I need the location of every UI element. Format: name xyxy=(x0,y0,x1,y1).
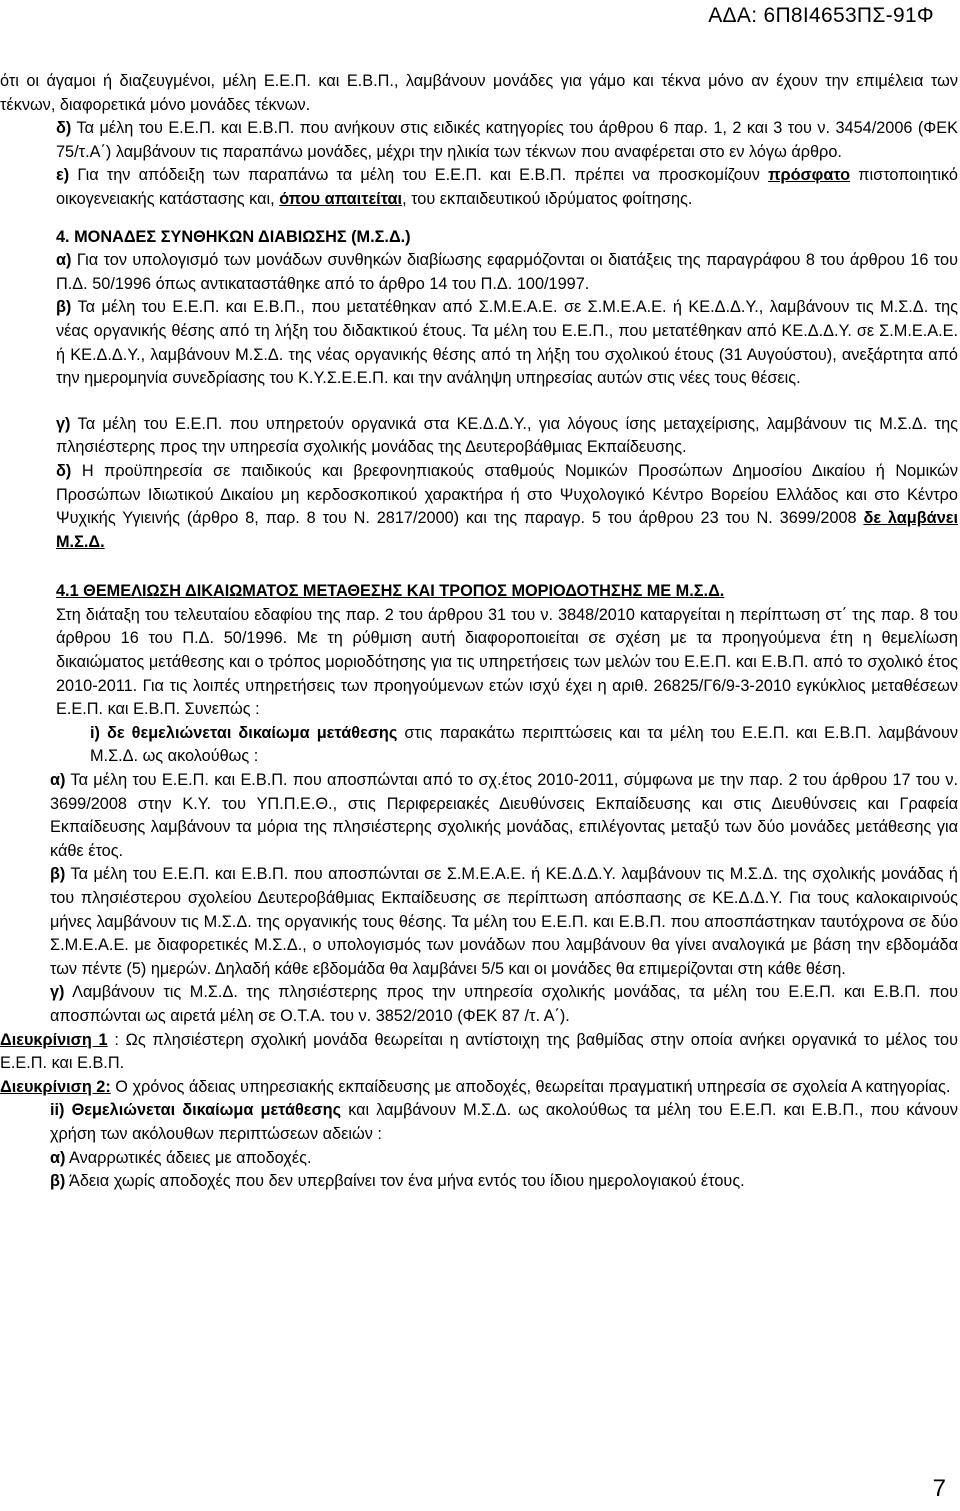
paragraph-4b: β) Τα μέλη του Ε.Ε.Π. και Ε.Β.Π., που μετατέθηκαν από Σ.Μ.Ε.Α.Ε. σε Σ.Μ.Ε.Α.Ε. ή ΚΕ.Δ.Δ.Υ., λαμβάνουν τις Μ.Σ.Δ. της νέας οργανικής θέσης από τη λήξη του διδακτικού έτους. Τα μέλη του Ε.Ε.Π., που μετατέθηκαν από ΚΕ.Δ.Δ.Υ. σε Σ.Μ.Ε.Α.Ε. ή ΚΕ.Δ.Δ.Υ., λαμβάνουν Μ.Σ.Δ. της νέας οργανικής θέσης από τη λήξη του σχολικού έτους (31 Αυγούστου), ανεξάρτητα από την ημερομηνία συνεδρίασης του Κ.Υ.Σ.Ε.Ε.Π. και την ανάληψη υπηρεσίας αυτών στις νέες τους θέσεις. xyxy=(56,298,958,388)
paragraph-i-b: β) Τα μέλη του Ε.Ε.Π. και Ε.Β.Π. που αποσπώνται σε Σ.Μ.Ε.Α.Ε. ή ΚΕ.Δ.Δ.Υ. λαμβάνουν τις Μ.Σ.Δ. της σχολικής μονάδας ή του πλησιέστερου σχολείου Δευτεροβάθμιας Εκπαίδευσης σε περίπτωση απόσπασης σε ΚΕ.Δ.Δ.Υ. Για τους καλοκαιρινούς μήνες λαμβάνουν τις Μ.Σ.Δ. της οργανικής τους θέσης. Τα μέλη του Ε.Ε.Π. και Ε.Β.Π. που αποσπάστηκαν ταυτόχρονα σε δύο Σ.Μ.Ε.Α.Ε. με διαφορετικές Μ.Σ.Δ., ο υπολογισμός των μονάδων που λαμβάνουν θα γίνει αναλογικά με βάση την εβδομάδα των πέντε (5) ημερών. Δηλαδή κάθε εβδομάδα θα λαμβάνει 5/5 και οι μονάδες θα επιμερίζονται στη κάθε θέση. xyxy=(50,865,958,978)
clarification-1: Διευκρίνιση 1 : Ως πλησιέστερη σχολική μονάδα θεωρείται η αντίστοιχη της βαθμίδας στην οποία ανήκει οργανικά το μέλος του Ε.Ε.Π. και Ε.Β.Π. xyxy=(0,1030,959,1073)
document-code: ΑΔΑ: 6Π8Ι4653ΠΣ-91Φ xyxy=(708,4,934,27)
clarification-2: Διευκρίνιση 2: Ο χρόνος άδειας υπηρεσιακής εκπαίδευσης με αποδοχές, θεωρείται πραγματική υπηρεσία σε σχολεία Α κατηγορίας. xyxy=(0,1077,951,1096)
paragraph-i-c: γ) Λαμβάνουν τις Μ.Σ.Δ. της πλησιέστερης προς την υπηρεσία σχολικής μονάδας, τα μέλη του Ε.Ε.Π. και Ε.Β.Π. που αποσπώνται ως αιρετά μέλη σε Ο.Τ.Α. του ν. 3852/2010 (ΦΕΚ 87 /τ. Α΄). xyxy=(50,983,958,1025)
paragraph-4-1-intro: Στη διάταξη του τελευταίου εδαφίου της παρ. 2 του άρθρου 31 του ν. 3848/2010 καταργείται η περίπτωση στ΄ της παρ. 8 του άρθρου 16 του Π.Δ. 50/1996. Με τη ρύθμιση αυτή διαφοροποιείται σε σχέση με τα προηγούμενα έτη η θεμελίωση δικαιώματος μετάθεσης και ο τρόπος μοριοδότησης για τις υπηρετήσεις των μελών του Ε.Ε.Π. και Ε.Β.Π. από το σχολικό έτος 2010-2011. Για τις λοιπές υπηρετήσεις των προηγούμενων ετών ισχύ έχει η αριθ. 26825/Γ6/9-3-2010 εγκύκλιος μεταθέσεων Ε.Ε.Π. και Ε.Β.Π. Συνεπώς : xyxy=(56,605,958,719)
paragraph-ii-a: α) Αναρρωτικές άδειες με αποδοχές. xyxy=(50,1148,312,1167)
page-number: 7 xyxy=(932,1475,946,1502)
paragraph-4c: γ) Τα μέλη του Ε.Ε.Π. που υπηρετούν οργανικά στα ΚΕ.Δ.Δ.Υ., για λόγους ίσης μεταχείρισης, λαμβάνουν τις Μ.Σ.Δ. της πλησιέστερης προς την υπηρεσία σχολικής μονάδας της Δευτεροβάθμιας Εκπαίδευσης. xyxy=(56,414,958,457)
paragraph-4d: δ) Η προϋπηρεσία σε παιδικούς και βρεφονηπιακούς σταθμούς Νομικών Προσώπων Δημοσίου Δικαίου ή Νομικών Προσώπων Ιδιωτικού Δικαίου μη κερδοσκοπικού χαρακτήρα ή στο Ψυχολογικό Κέντρο Βορείου Ελλάδος και στο Κέντρο Ψυχικής Υγιεινής (άρθρο 8, παρ. 8 του Ν. 2817/2000) και της παραγρ. 5 του άρθρου 23 του Ν. 3699/2008 δε λαμβάνει Μ.Σ.Δ. xyxy=(56,461,958,551)
document-body xyxy=(0,70,958,1194)
paragraph-ii: ii) Θεμελιώνεται δικαίωμα μετάθεσης και λαμβάνουν Μ.Σ.Δ. ως ακολούθως τα μέλη του Ε.Ε.Π. και Ε.Β.Π., που κάνουν χρήση των ακόλουθων περιπτώσεων αδειών : xyxy=(50,1101,959,1143)
section-heading-4: 4. ΜΟΝΑΔΕΣ ΣΥΝΘΗΚΩΝ ΔΙΑΒΙΩΣΗΣ (Μ.Σ.Δ.) xyxy=(56,227,411,246)
paragraph-4a: α) Για τον υπολογισμό των μονάδων συνθηκών διαβίωσης εφαρμόζονται οι διατάξεις της παραγράφου 8 του άρθρου 16 του Π.Δ. 50/1996 όπως αντικαταστάθηκε από το άρθρο 14 του Π.Δ. 100/1997. xyxy=(56,251,958,293)
paragraph-d: δ) Τα μέλη του Ε.Ε.Π. και Ε.Β.Π. που ανήκουν στις ειδικές κατηγορίες του άρθρου 6 παρ. 1, 2 και 3 του ν. 3454/2006 (ΦΕΚ 75/τ.Α΄) λαμβάνουν τις παραπάνω μονάδες, μέχρι την ηλικία των τέκνων που αναφέρεται στο εν λόγω άρθρο. xyxy=(56,119,958,161)
paragraph-e: ε) Για την απόδειξη των παραπάνω τα μέλη του Ε.Ε.Π. και Ε.Β.Π. πρέπει να προσκομίζουν πρόσφατο πιστοποιητικό οικογενειακής κατάστασης και, όπου απαιτείται, του εκπαιδευτικού ιδρύματος φοίτησης. xyxy=(56,166,958,208)
paragraph-i-a: α) Τα μέλη του Ε.Ε.Π. και Ε.Β.Π. που αποσπώνται από το σχ.έτος 2010-2011, σύμφωνα με την παρ. 2 του άρθρου 17 του ν. 3699/2008 στην Κ.Υ. του ΥΠ.Π.Ε.Θ., στις Περιφερειακές Διευθύνσεις Εκπαίδευσης και στις Διευθύνσεις και Γραφεία Εκπαίδευσης λαμβάνουν τα μόρια της πλησιέστερης σχολικής μονάδας, επιλέγοντας μεταξύ των δύο μονάδες μετάθεσης για κάθε έτος. xyxy=(50,771,958,860)
paragraph-ii-b: β) Άδεια χωρίς αποδοχές που δεν υπερβαίνει τον ένα μήνα εντός του ίδιου ημερολογιακού έτους. xyxy=(50,1172,745,1191)
paragraph-intro: ότι οι άγαμοι ή διαζευγμένοι, μέλη Ε.Ε.Π. και Ε.Β.Π., λαμβάνουν μονάδες για γάμο και τέκνα μόνο αν έχουν την επιμέλεια των τέκνων, διαφορετικά μόνο μονάδες τέκνων. xyxy=(0,72,958,114)
section-heading-4-1: 4.1 ΘΕΜΕΛΙΩΣΗ ΔΙΚΑΙΩΜΑΤΟΣ ΜΕΤΑΘΕΣΗΣ ΚΑΙ ΤΡΟΠΟΣ ΜΟΡΙΟΔΟΤΗΣΗΣ ΜΕ Μ.Σ.Δ. xyxy=(56,582,725,601)
paragraph-i: i) δε θεμελιώνεται δικαίωμα μετάθεσης στις παρακάτω περιπτώσεις και τα μέλη του Ε.Ε.Π. και Ε.Β.Π. λαμβάνουν Μ.Σ.Δ. ως ακολούθως : xyxy=(90,723,958,766)
